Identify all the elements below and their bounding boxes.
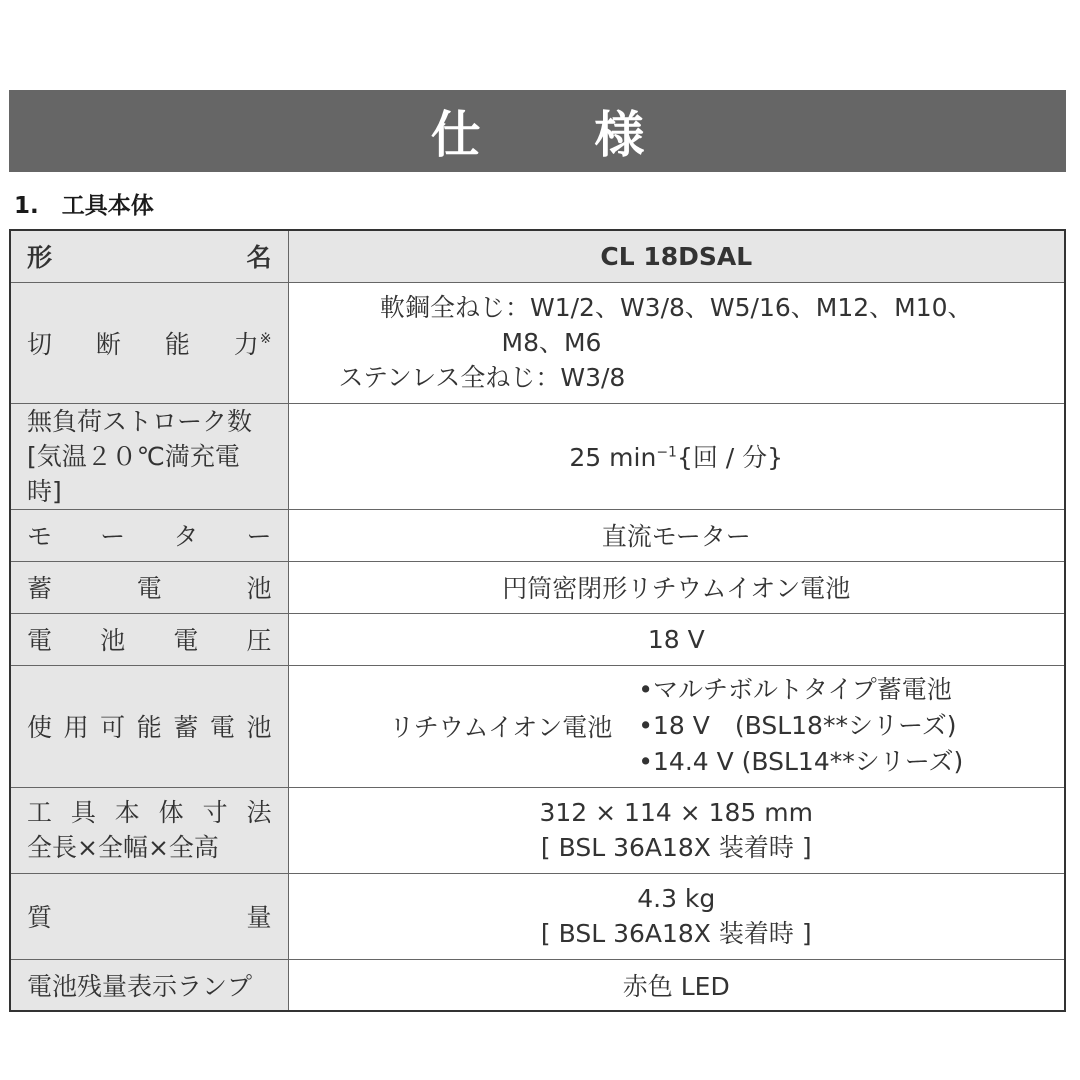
table-row: [10, 613, 1065, 665]
stroke-unit: {回 / 分}: [676, 443, 784, 472]
label-char: タ: [173, 522, 199, 551]
page-title: 仕 様: [9, 90, 1066, 172]
table-row: [10, 959, 1065, 1011]
spread-label: [27, 517, 272, 553]
label-char: 寸: [202, 798, 228, 827]
cutting-line-2: M8、M6: [501, 328, 602, 357]
label-char: 可: [100, 713, 126, 742]
label-char: 池: [246, 574, 272, 603]
label-char: 切: [27, 329, 53, 359]
label-char: 能: [136, 713, 162, 742]
table-row: [10, 873, 1065, 959]
mass-note: [ BSL 36A18X 装着時 ]: [540, 919, 812, 948]
spread-label: [27, 708, 272, 744]
cutting-line-3: ステンレス全ねじ：W3/8: [338, 363, 626, 392]
value-motor: 直流モーター: [288, 509, 1065, 561]
stroke-label-line-2: [気温２０℃満充電時]: [27, 441, 240, 506]
list-item: •18 V (BSL18**シリーズ): [638, 711, 957, 740]
label-char: 圧: [246, 626, 272, 655]
label-voltage: [10, 613, 288, 665]
stroke-exponent: −1: [656, 444, 677, 461]
label-char: 使: [27, 713, 53, 742]
label-cutting: [10, 282, 288, 403]
dimensions-label-line-2: 全長×全幅×全高: [27, 833, 219, 862]
label-char: 形: [27, 243, 53, 273]
value-cutting: [288, 282, 1065, 403]
section-title: 1. 工具本体: [14, 193, 154, 219]
table-row: [10, 665, 1065, 787]
label-char: 本: [114, 798, 140, 827]
label-usable-battery: [10, 665, 288, 787]
list-item: •マルチボルトタイプ蓄電池: [638, 675, 952, 704]
stroke-label-line-1: 無負荷ストローク数: [27, 406, 253, 436]
label-char: 断: [95, 329, 121, 359]
spread-label: [27, 238, 272, 274]
note-mark: ※: [259, 331, 272, 348]
value-dimensions: [288, 787, 1065, 873]
label-char: 力※: [233, 329, 272, 359]
label-stroke: [10, 403, 288, 509]
label-battery: [10, 561, 288, 613]
usable-battery-block: [289, 672, 1065, 780]
stroke-value: 25 min: [569, 443, 657, 472]
dimensions-note: [ BSL 36A18X 装着時 ]: [540, 833, 812, 862]
label-char: 電: [173, 626, 199, 655]
label-char: 質: [27, 903, 53, 932]
label-char: 具: [70, 798, 96, 827]
label-char: 電: [27, 626, 53, 655]
label-char: 池: [246, 713, 272, 742]
label-char: 電: [136, 574, 162, 603]
label-char: ー: [246, 522, 272, 551]
usable-battery-type: リチウムイオン電池: [389, 713, 613, 742]
usable-battery-list: [638, 672, 963, 780]
label-char: 法: [246, 798, 272, 827]
label-motor: [10, 509, 288, 561]
table-row: [10, 561, 1065, 613]
spread-label: [27, 898, 272, 934]
value-stroke: [288, 403, 1065, 509]
spread-label: [27, 621, 272, 657]
dimensions-value: 312 × 114 × 185 mm: [539, 798, 813, 827]
table-row: [10, 509, 1065, 561]
value-voltage: 18 V: [288, 613, 1065, 665]
label-mass: [10, 873, 288, 959]
table-row: [10, 230, 1065, 282]
value-battery: 円筒密閉形リチウムイオン電池: [288, 561, 1065, 613]
label-char: ー: [100, 522, 126, 551]
label-char: モ: [27, 522, 53, 551]
label-dimensions: [10, 787, 288, 873]
label-char: 用: [63, 713, 89, 742]
value-mass: [288, 873, 1065, 959]
value-lamp: 赤色 LED: [288, 959, 1065, 1011]
mass-value: 4.3 kg: [637, 884, 716, 913]
spread-label: [27, 569, 272, 605]
label-char: 体: [158, 798, 184, 827]
label-char: 名: [246, 243, 272, 273]
label-char: 工: [27, 798, 53, 827]
label-char: 電: [209, 713, 235, 742]
value-usable-battery: [288, 665, 1065, 787]
label-char: 量: [246, 903, 272, 932]
spread-label: [27, 325, 272, 361]
spread-label: [27, 795, 272, 830]
table-row: [10, 787, 1065, 873]
label-char: 池: [100, 626, 126, 655]
label-char: 蓄: [27, 574, 53, 603]
cutting-line-1: 軟鋼全ねじ：W1/2、W3/8、W5/16、M12、M10、: [379, 293, 973, 322]
list-item: •14.4 V (BSL14**シリーズ): [638, 747, 964, 776]
label-lamp: 電池残量表示ランプ: [10, 959, 288, 1011]
spec-table: [9, 229, 1066, 1012]
label-char: 蓄: [173, 713, 199, 742]
label-char: 能: [164, 329, 190, 359]
table-row: [10, 403, 1065, 509]
value-model: CL 18DSAL: [288, 230, 1065, 282]
label-model: [10, 230, 288, 282]
table-row: [10, 282, 1065, 403]
